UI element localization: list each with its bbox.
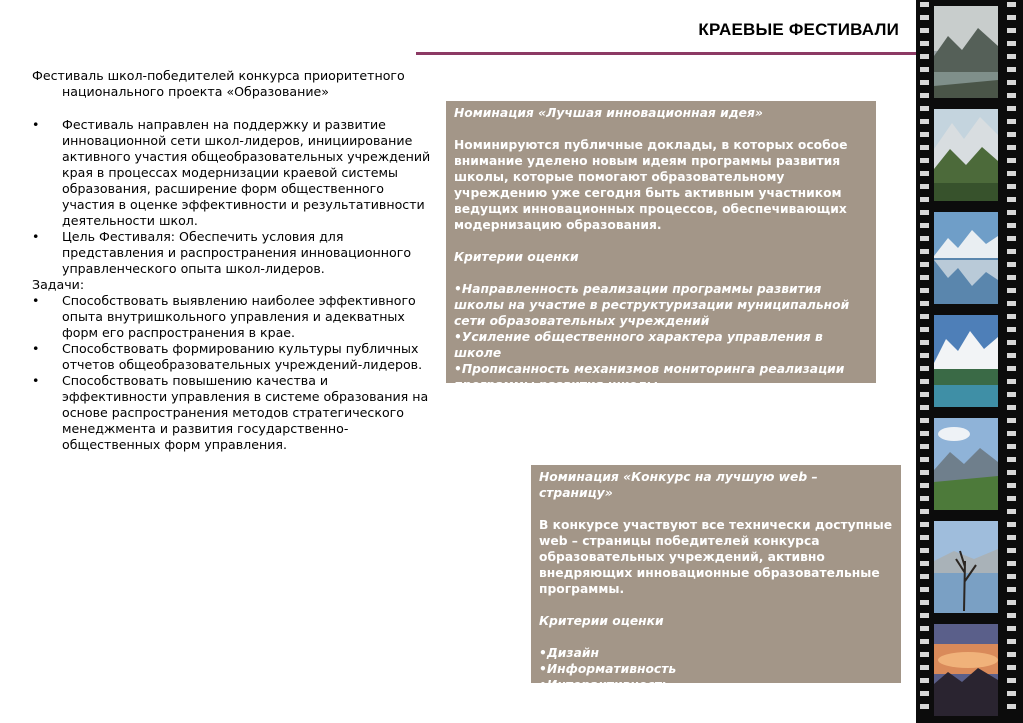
film-hole <box>920 652 929 657</box>
list-item: • Способствовать повышению качества и эффективности управления в системе образования на основе распространения методов стратегического менеджмента и развития государственно-общественных форм управления. <box>32 373 432 453</box>
mountain-meadow-photo <box>934 418 998 510</box>
film-hole <box>920 236 929 241</box>
festival-description <box>32 68 432 453</box>
film-hole <box>920 639 929 644</box>
film-hole <box>920 2 929 7</box>
title-underline <box>416 52 916 55</box>
film-hole <box>920 80 929 85</box>
film-hole <box>1007 106 1016 111</box>
film-hole <box>1007 431 1016 436</box>
film-hole <box>920 145 929 150</box>
film-hole <box>1007 145 1016 150</box>
film-hole <box>920 249 929 254</box>
film-hole <box>920 15 929 20</box>
film-hole <box>1007 314 1016 319</box>
film-hole <box>1007 80 1016 85</box>
film-hole <box>1007 600 1016 605</box>
tasks-heading: Задачи: <box>32 277 85 292</box>
nomination-text: В конкурсе участвуют все технически доступные web – страницы победителей конкурса образовательных учреждений, активно внедряющих инновационные образовательные программы. <box>539 518 893 596</box>
criteria-heading: Критерии оценки <box>454 250 579 264</box>
nomination-heading: Номинация «Конкурс на лучшую web – страницу» <box>539 470 818 500</box>
film-hole <box>920 132 929 137</box>
criteria-list <box>539 645 893 693</box>
film-hole <box>920 210 929 215</box>
film-hole <box>1007 561 1016 566</box>
film-hole <box>1007 327 1016 332</box>
criteria-list <box>454 281 868 393</box>
film-hole <box>920 548 929 553</box>
tree-lake-photo <box>934 521 998 613</box>
film-hole <box>1007 210 1016 215</box>
film-hole <box>1007 483 1016 488</box>
film-hole <box>920 288 929 293</box>
film-hole <box>1007 132 1016 137</box>
film-hole <box>1007 67 1016 72</box>
film-hole <box>920 184 929 189</box>
list-item: • Способствовать формированию культуры публичных отчетов общеобразовательных учреждений-лидеров. <box>32 341 432 373</box>
film-hole <box>1007 236 1016 241</box>
film-hole <box>1007 288 1016 293</box>
film-hole <box>920 197 929 202</box>
film-hole <box>1007 54 1016 59</box>
nomination-web-box <box>531 465 901 692</box>
list-item: •Информативность <box>539 662 677 676</box>
film-hole <box>920 509 929 514</box>
film-hole <box>1007 535 1016 540</box>
film-hole <box>1007 2 1016 7</box>
list-item: •Интерактивность <box>539 678 670 692</box>
film-hole <box>1007 249 1016 254</box>
list-item: • Цель Фестиваля: Обеспечить условия для представления и распространения инновационного управленческого опыта школ-лидеров. <box>32 229 432 277</box>
film-hole <box>1007 223 1016 228</box>
film-hole <box>920 613 929 618</box>
film-hole <box>1007 379 1016 384</box>
film-hole <box>1007 613 1016 618</box>
film-hole <box>1007 704 1016 709</box>
film-hole <box>1007 93 1016 98</box>
goal-list <box>32 117 432 277</box>
mountain-valley-photo <box>934 109 998 201</box>
film-hole <box>920 119 929 124</box>
film-hole <box>920 431 929 436</box>
film-hole <box>1007 366 1016 371</box>
film-hole <box>1007 158 1016 163</box>
film-hole <box>1007 184 1016 189</box>
list-item: • Фестиваль направлен на поддержку и развитие инновационной сети школ-лидеров, инициирование активного участия общеобразовательных учреждений края в процессах модернизации краевой системы образования, расширение форм общественного участия в оценке эффективности и результативности деятельности школ. <box>32 117 432 229</box>
list-item: •Прописанность механизмов мониторинга реализации программы развития школы <box>454 362 845 392</box>
film-hole <box>1007 15 1016 20</box>
film-hole <box>1007 405 1016 410</box>
film-hole <box>920 171 929 176</box>
film-hole <box>920 457 929 462</box>
sunset-photo <box>934 624 998 716</box>
list-item: • Способствовать выявлению наиболее эффективного опыта внутришкольного управления и адекватных форм его распространения в крае. <box>32 293 432 341</box>
tasks-list <box>32 293 432 453</box>
nomination-text: Номинируются публичные доклады, в которых особое внимание уделено новым идеям программы развития школы, которые помогают образовательному учреждению уже сегодня быть активным участником ведущих инновационных процессов, обеспечивающих модернизацию образования. <box>454 138 848 232</box>
film-hole <box>1007 171 1016 176</box>
film-hole <box>920 327 929 332</box>
criteria-heading: Критерии оценки <box>539 614 664 628</box>
film-hole <box>920 262 929 267</box>
film-hole <box>1007 197 1016 202</box>
film-hole <box>1007 353 1016 358</box>
page-title: КРАЕВЫЕ ФЕСТИВАЛИ <box>698 20 899 39</box>
film-hole <box>1007 652 1016 657</box>
film-hole <box>920 54 929 59</box>
film-hole <box>1007 496 1016 501</box>
film-hole <box>920 275 929 280</box>
film-hole <box>1007 639 1016 644</box>
film-hole <box>920 444 929 449</box>
film-hole <box>1007 678 1016 683</box>
film-hole <box>920 353 929 358</box>
film-hole <box>1007 522 1016 527</box>
intro-text: Фестиваль школ-победителей конкурса приоритетного национального проекта «Образование» <box>32 68 405 99</box>
glacier-lake-photo <box>934 315 998 407</box>
film-hole <box>920 340 929 345</box>
film-hole <box>920 561 929 566</box>
film-hole <box>920 67 929 72</box>
mountain-reflection-photo <box>934 212 998 304</box>
film-perforations <box>1007 2 1017 722</box>
film-hole <box>920 691 929 696</box>
film-hole <box>920 496 929 501</box>
film-hole <box>1007 28 1016 33</box>
film-hole <box>920 678 929 683</box>
film-hole <box>1007 262 1016 267</box>
film-hole <box>920 301 929 306</box>
film-hole <box>920 106 929 111</box>
film-hole <box>1007 418 1016 423</box>
film-hole <box>1007 509 1016 514</box>
list-item: •Направленность реализации программы развития школы на участие в реструктуризации муниципальной сети образовательных учреждений <box>454 282 850 328</box>
film-hole <box>920 587 929 592</box>
film-hole <box>920 574 929 579</box>
film-hole <box>920 626 929 631</box>
film-hole <box>920 223 929 228</box>
film-hole <box>920 470 929 475</box>
nomination-heading: Номинация «Лучшая инновационная идея» <box>454 106 763 120</box>
film-perforations <box>920 2 930 722</box>
film-hole <box>920 28 929 33</box>
film-hole <box>1007 470 1016 475</box>
film-hole <box>1007 444 1016 449</box>
film-hole <box>1007 665 1016 670</box>
film-hole <box>920 704 929 709</box>
film-hole <box>1007 691 1016 696</box>
list-item: •Усиление общественного характера управления в школе <box>454 330 823 360</box>
film-hole <box>1007 119 1016 124</box>
film-hole <box>920 41 929 46</box>
film-hole <box>920 379 929 384</box>
film-hole <box>920 392 929 397</box>
film-hole <box>1007 457 1016 462</box>
film-hole <box>920 366 929 371</box>
film-hole <box>920 483 929 488</box>
film-hole <box>1007 574 1016 579</box>
film-hole <box>920 314 929 319</box>
film-hole <box>1007 626 1016 631</box>
film-hole <box>920 158 929 163</box>
film-hole <box>1007 275 1016 280</box>
film-hole <box>1007 548 1016 553</box>
nomination-innovation-box <box>446 101 876 392</box>
film-hole <box>1007 340 1016 345</box>
film-hole <box>1007 587 1016 592</box>
film-hole <box>920 535 929 540</box>
film-hole <box>1007 301 1016 306</box>
film-hole <box>1007 392 1016 397</box>
film-hole <box>920 405 929 410</box>
film-hole <box>920 522 929 527</box>
film-hole <box>920 600 929 605</box>
film-hole <box>920 665 929 670</box>
mountain-lake-photo <box>934 6 998 98</box>
film-hole <box>1007 41 1016 46</box>
list-item: •Дизайн <box>539 646 599 660</box>
film-hole <box>920 418 929 423</box>
filmstrip <box>916 0 1023 723</box>
film-hole <box>920 93 929 98</box>
